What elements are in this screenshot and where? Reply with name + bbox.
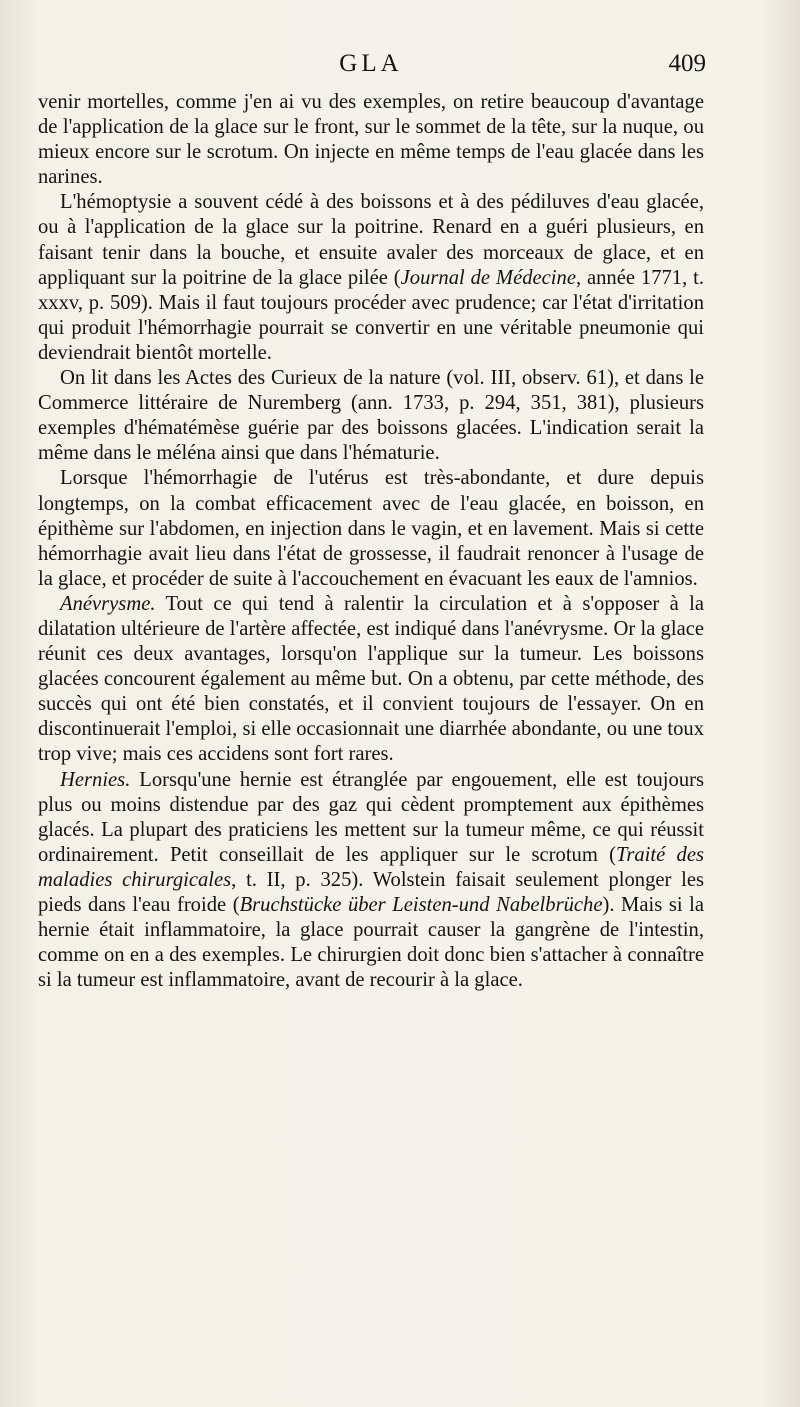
paragraph <box>38 466 704 591</box>
paragraph <box>38 90 704 190</box>
text-segment: L'hémoptysie a souvent cédé à des boissons et à des pédiluves d'eau glacée, ou à l'application de la glace sur la poitrine. Renard en a guéri plusieurs, en faisant tenir dans la bouche, et ensuite avaler des morceaux de glace, et en appliquant sur la poitrine de la glace pilée ( <box>38 191 704 289</box>
text-segment: venir mortelles, comme j'en ai vu des exemples, on retire beaucoup d'avantage de l'application de la glace sur le front, sur le sommet de la tête, sur la nuque, ou mieux encore sur le scrotum. On injecte en même temps de l'eau glacée dans les narines. <box>38 91 704 189</box>
italic-text-segment: Hernies. <box>60 768 131 791</box>
text-segment: ). Mais si la hernie était inflammatoire, la glace pourrait causer la gangrène de l'intestin, comme on en a des exemples. Le chirurgien doit donc bien s'attacher à connaître si la tumeur est inflammatoire, avant de recourir à la glace. <box>38 894 704 992</box>
text-segment: Lorsque l'hémorrhagie de l'utérus est très-abondante, et dure depuis longtemps, on la combat efficacement avec de l'eau glacée, en boisson, en épithème sur l'abdomen, en injection dans le vagin, et en lavement. Mais si cette hémorrhagie avait lieu dans l'état de grossesse, il faudrait renoncer à l'usage de la glace, et procéder de suite à l'accouchement en évacuant les eaux de l'amnios. <box>38 467 704 590</box>
italic-text-segment: Anévrysme. <box>60 592 156 615</box>
text-segment: Tout ce qui tend à ralentir la circulation et à s'opposer à la dilatation ultérieure de l'artère affectée, est indiqué dans l'anévrysme. Or la glace réunit ces deux avantages, lorsqu'on l'applique sur la tumeur. Les boissons glacées concourent également au même but. On a obtenu, par cette méthode, des succès qui ont été bien constatés, et il convient toujours de l'essayer. On en discontinuerait l'emploi, si elle occasionnait une diarrhée abondante, ou une toux trop vive; mais ces accidens sont fort rares. <box>38 592 704 766</box>
paragraph <box>38 366 704 466</box>
italic-text-segment: Traité des maladies chirurgicales <box>38 843 704 891</box>
text-segment: On lit dans les Actes des Curieux de la nature (vol. III, observ. 61), et dans le Commerce littéraire de Nuremberg (ann. 1733, p. 294, 351, 381), plusieurs exemples d'hématémèse guérie par des boissons glacées. L'indication serait la même dans le méléna ainsi que dans l'hématurie. <box>38 367 704 465</box>
paragraph <box>38 592 704 768</box>
running-title: GLA <box>339 50 403 77</box>
italic-text-segment: Journal de Médecine <box>400 266 576 289</box>
page-number: 409 <box>668 50 706 77</box>
text-segment: , t. II, p. 325). Wolstein faisait seulement plonger les pieds dans l'eau froide ( <box>38 868 705 916</box>
text-segment: Lorsqu'une hernie est étranglée par engouement, elle est toujours plus ou moins distendue par des gaz qui cèdent promptement aux épithèmes glacés. La plupart des praticiens les mettent sur la tumeur même, ce qui réussit ordinairement. Petit conseillait de les appliquer sur le scrotum ( <box>38 768 704 866</box>
italic-text-segment: Bruchstücke über Leisten-und Nabelbrüche <box>239 894 603 916</box>
running-head <box>38 50 704 88</box>
paragraph <box>38 768 704 994</box>
paragraph <box>38 190 704 366</box>
text-segment: , année 1771, t. xxxv, p. 509). Mais il faut toujours procéder avec prudence; car l'état d'irritation qui produit l'hémorrhagie pourrait se convertir en une véritable pneumonie qui deviendrait bientôt mortelle. <box>38 266 704 364</box>
body-text <box>38 90 704 993</box>
